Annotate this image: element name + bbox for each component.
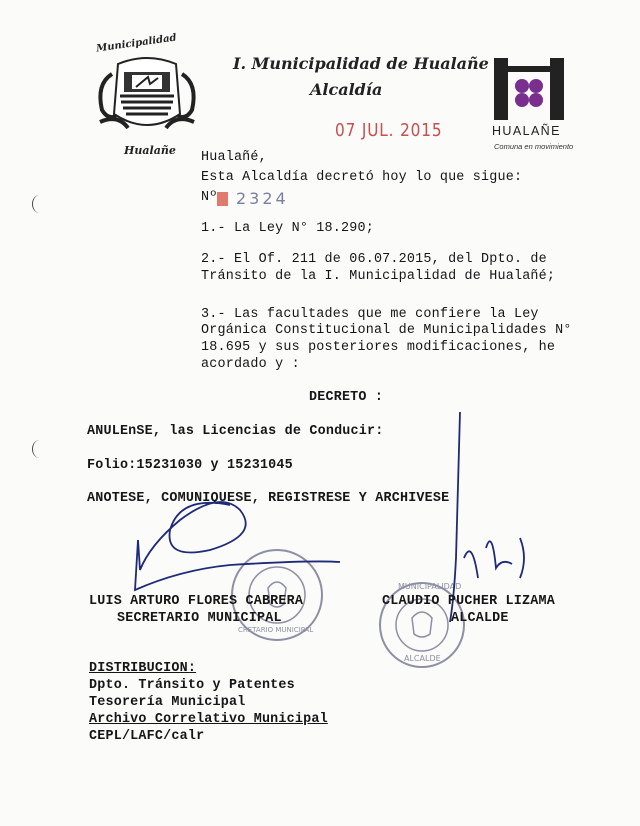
mayor-seal-bottom-text: ALCALDE [404, 654, 441, 663]
secretary-seal-text: CRETARIO MUNICIPAL [238, 626, 314, 634]
consideration-line: acordado y : [201, 357, 300, 372]
distribution-item: CEPL/LAFC/calr [89, 729, 205, 744]
brand-name: HUALAÑE [492, 124, 561, 138]
municipality-line: I. Municipalidad de Hualañe [233, 54, 489, 73]
date-stamp: 07 JUL. 2015 [335, 120, 443, 141]
decree-heading: DECRETO : [309, 390, 384, 405]
secretary-title: SECRETARIO MUNICIPAL [117, 611, 282, 626]
consideration-line: 3.- Las facultades que me confiere la Ley [201, 307, 539, 322]
office-line: Alcaldía [310, 80, 383, 99]
consideration-line: Tránsito de la I. Municipalidad de Hualañé; [201, 269, 556, 284]
hualane-brand-logo [492, 56, 612, 152]
place-line: Hualañé, [201, 150, 267, 165]
decree-number: 2324 [236, 189, 289, 208]
h-logo-icon [492, 56, 566, 122]
consideration-line: Orgánica Constitucional de Municipalidades N° [201, 323, 572, 338]
consideration-line: 2.- El Of. 211 de 06.07.2015, del Dpto. de [201, 252, 547, 267]
mayor-name: CLAUDIO PUCHER LIZAMA [382, 594, 555, 609]
distribution-heading: DISTRIBUCION: [89, 661, 197, 676]
secretary-signature-icon [120, 430, 450, 610]
crest-top-text: Municipalidad [95, 32, 178, 55]
crest-emblem-icon [88, 44, 206, 144]
brand-tagline: Comuna en movimiento [494, 142, 574, 151]
decree-line-archive: ANOTESE, COMUNIQUESE, REGISTRESE Y ARCHIVESE [87, 491, 450, 506]
number-stamp-mark [217, 192, 228, 206]
consideration-line: 18.695 y sus posteriores modificaciones, he [201, 340, 556, 355]
mayor-title: ALCALDE [451, 611, 509, 626]
crest-bottom-text: Hualañe [124, 144, 176, 157]
punch-hole-top [32, 195, 47, 213]
municipal-crest [88, 32, 206, 164]
punch-hole-bottom [32, 440, 47, 458]
decree-line-annul: ANULEnSE, las Licencias de Conducir: [87, 424, 384, 439]
decree-line-folio: Folio:15231030 y 15231045 [87, 458, 293, 473]
distribution-item: Dpto. Tránsito y Patentes [89, 678, 295, 693]
distribution-item: Tesorería Municipal [89, 695, 246, 710]
distribution-item: Archivo Correlativo Municipal [89, 712, 328, 727]
consideration-line: 1.- La Ley N° 18.290; [201, 221, 374, 236]
mayor-seal-top-text: MUNICIPALIDAD [398, 582, 462, 591]
secretary-name: LUIS ARTURO FLORES CABRERA [89, 594, 304, 609]
number-label: Nº [201, 190, 218, 205]
statement-line: Esta Alcaldía decretó hoy lo que sigue: [201, 170, 523, 185]
